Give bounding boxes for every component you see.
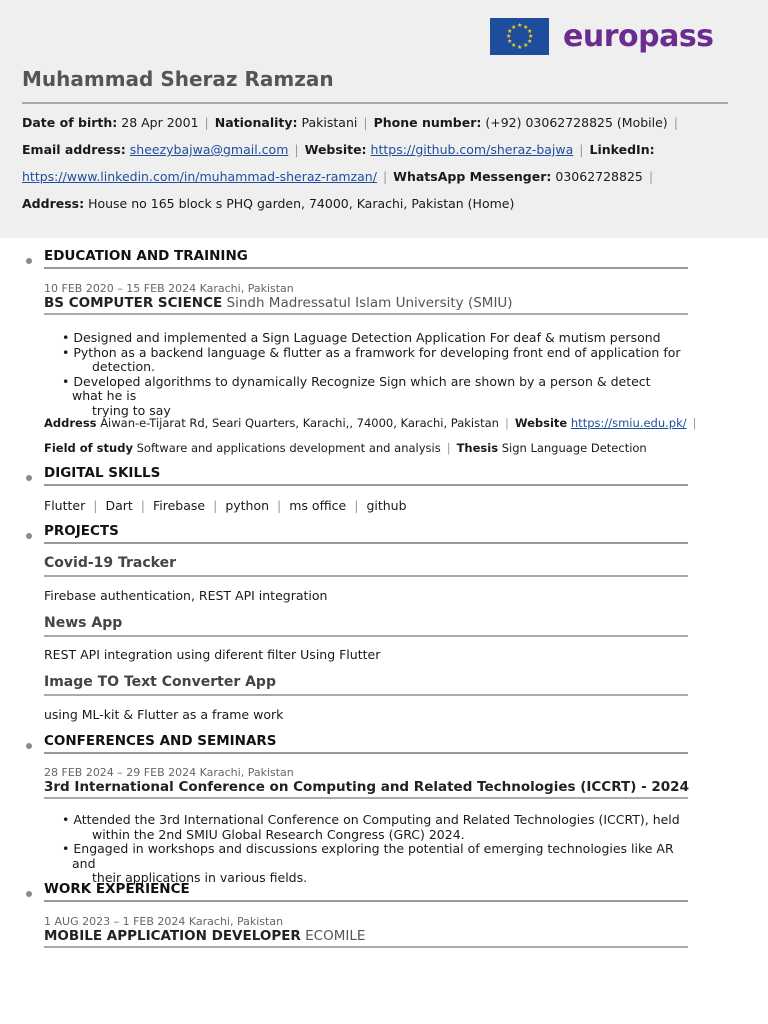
separator: |: [294, 142, 299, 157]
bullet-text-continued: detection.: [92, 359, 156, 375]
phone-value: (+92) 03062728825 (Mobile): [485, 115, 668, 130]
linkedin-label: LinkedIn:: [589, 142, 655, 157]
website-link[interactable]: https://github.com/sheraz-bajwa: [370, 142, 574, 157]
nationality-label: Nationality:: [214, 115, 298, 130]
separator: |: [204, 115, 209, 130]
edu-address-value: Aiwan-e-Tijarat Rd, Seari Quarters, Karachi,, 74000, Karachi, Pakistan: [100, 416, 499, 430]
bullet-text: Designed and implemented a Sign Laguage Detection Application For deaf & mutism persond: [73, 330, 661, 345]
separator: |: [382, 169, 388, 184]
work-date-place: 1 AUG 2023 – 1 FEB 2024 Karachi, Pakistan: [44, 915, 284, 928]
separator: |: [93, 498, 98, 513]
project-title: News App: [44, 615, 688, 637]
separator: |: [446, 441, 451, 455]
separator: |: [579, 142, 584, 157]
personal-info-line-1: [22, 115, 684, 130]
conferences-section-title: CONFERENCES AND SEMINARS: [44, 733, 688, 754]
work-role-heading: [44, 928, 688, 948]
phone-label: Phone number:: [373, 115, 482, 130]
section-marker: [26, 475, 32, 481]
thesis-value: Sign Language Detection: [501, 441, 647, 455]
dob-value: 28 Apr 2001: [121, 115, 199, 130]
conference-name: 3rd International Conference on Computing and Related Technologies (ICCRT) - 2024: [44, 779, 689, 795]
project-description: Firebase authentication, REST API integration: [44, 588, 328, 603]
thesis-label: Thesis: [456, 441, 499, 455]
project-title: Covid-19 Tracker: [44, 555, 688, 577]
company-name: ECOMILE: [305, 928, 366, 944]
list-item: [62, 842, 682, 886]
nationality-value: Pakistani: [301, 115, 358, 130]
separator: |: [504, 416, 509, 430]
field-label: Field of study: [44, 441, 133, 455]
section-marker: [26, 533, 32, 539]
personal-info-line-2: [22, 142, 655, 157]
whatsapp-value: 03062728825: [555, 169, 643, 184]
work-experience-section-title: WORK EXPERIENCE: [44, 881, 688, 902]
skills-list: [44, 498, 407, 513]
education-address-line: [44, 416, 702, 430]
section-marker: [26, 891, 32, 897]
bullet-text-continued: trying to say: [92, 402, 171, 418]
list-item: [62, 346, 682, 375]
website-label: Website:: [304, 142, 367, 157]
whatsapp-label: WhatsApp Messenger:: [393, 169, 552, 184]
name-divider: [22, 102, 728, 104]
list-item: [62, 813, 682, 842]
projects-section-title: PROJECTS: [44, 523, 688, 544]
bullet-text: Engaged in workshops and discussions exploring the potential of emerging technologies like AR and: [72, 841, 674, 871]
skill-item: ms office: [289, 498, 347, 513]
list-item: [62, 331, 682, 346]
section-marker: [26, 258, 32, 264]
edu-website-label: Website: [514, 416, 568, 430]
eu-flag-icon: ★ ★ ★ ★ ★ ★ ★ ★ ★ ★ ★ ★: [490, 18, 549, 55]
conference-title: [44, 779, 688, 799]
cv-header: [0, 0, 768, 238]
bullet-text-continued: within the 2nd SMIU Global Research Congress (GRC) 2024.: [92, 826, 465, 842]
list-item: [62, 375, 682, 419]
conference-date-place: 28 FEB 2024 – 29 FEB 2024 Karachi, Pakistan: [44, 766, 294, 779]
separator: |: [673, 115, 678, 130]
personal-info-line-4: [22, 196, 514, 211]
europass-wordmark: europass: [563, 19, 714, 54]
address-label: Address:: [22, 196, 85, 211]
separator: |: [213, 498, 218, 513]
edu-address-label: Address: [44, 416, 97, 430]
project-title: Image TO Text Converter App: [44, 674, 688, 696]
project-description: using ML-kit & Flutter as a frame work: [44, 707, 284, 722]
separator: |: [648, 169, 654, 184]
bullet-text: Python as a backend language & flutter as a framwork for developing front end of application for: [73, 344, 681, 360]
dob-label: Date of birth:: [22, 115, 118, 130]
field-value: Software and applications development and analysis: [136, 441, 441, 455]
bullet-text: Developed algorithms to dynamically Recognize Sign which are shown by a person & detect what he is: [72, 373, 651, 404]
education-field-line: [44, 441, 647, 455]
institution-name: Sindh Madressatul Islam University (SMIU): [226, 295, 513, 311]
email-link[interactable]: sheezybajwa@gmail.com: [129, 142, 289, 157]
skill-item: Flutter: [44, 498, 86, 513]
separator: |: [354, 498, 359, 513]
education-degree-heading: [44, 295, 688, 315]
skill-item: Dart: [105, 498, 133, 513]
candidate-name: Muhammad Sheraz Ramzan: [22, 67, 334, 91]
project-description: REST API integration using diferent filter Using Flutter: [44, 647, 381, 662]
job-role: MOBILE APPLICATION DEVELOPER: [44, 928, 301, 944]
bullet-text: Attended the 3rd International Conference on Computing and Related Technologies (ICCRT), held: [73, 812, 680, 827]
edu-website-link[interactable]: https://smiu.edu.pk/: [570, 416, 687, 430]
education-bullets: [62, 331, 682, 419]
separator: |: [140, 498, 145, 513]
linkedin-link[interactable]: https://www.linkedin.com/in/muhammad-sheraz-ramzan/: [22, 169, 377, 184]
skill-item: Firebase: [152, 498, 206, 513]
digital-skills-section-title: DIGITAL SKILLS: [44, 465, 688, 486]
section-marker: [26, 743, 32, 749]
address-value: House no 165 block s PHQ garden, 74000, Karachi, Pakistan (Home): [88, 196, 515, 211]
personal-info-line-3: [22, 169, 659, 184]
separator: |: [363, 115, 368, 130]
email-label: Email address:: [22, 142, 126, 157]
separator: |: [277, 498, 282, 513]
bullet-text-continued: their applications in various fields.: [92, 870, 308, 886]
education-section-title: EDUCATION AND TRAINING: [44, 248, 688, 269]
skill-item: github: [366, 498, 407, 513]
skill-item: python: [225, 498, 270, 513]
europass-logo: [490, 18, 714, 55]
education-date-place: 10 FEB 2020 – 15 FEB 2024 Karachi, Pakistan: [44, 282, 294, 295]
separator: |: [692, 416, 697, 430]
degree-name: BS COMPUTER SCIENCE: [44, 295, 223, 311]
conference-bullets: [62, 813, 682, 886]
